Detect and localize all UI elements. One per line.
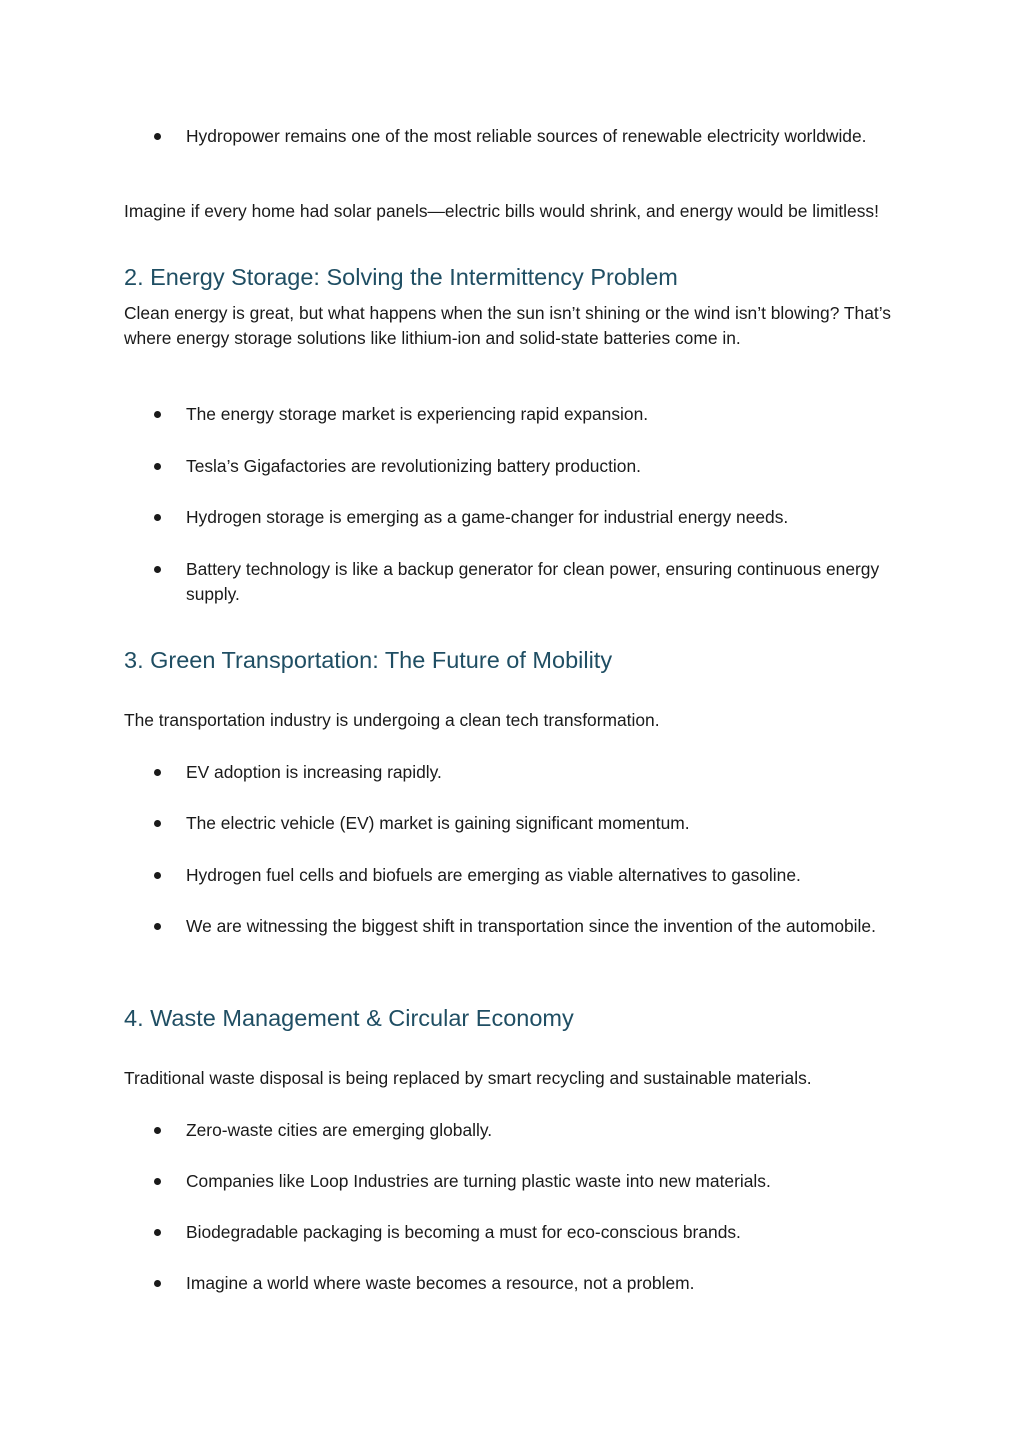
- section-heading: 4. Waste Management & Circular Economy: [124, 1005, 574, 1031]
- section-heading: 3. Green Transportation: The Future of Mobility: [124, 647, 613, 673]
- list-item-text: Biodegradable packaging is becoming a must for eco-conscious brands.: [186, 1222, 741, 1242]
- bullet-icon: [154, 1280, 161, 1287]
- bullet-icon: [154, 1229, 161, 1236]
- bullet-icon: [154, 463, 161, 470]
- section-intro-paragraph: Clean energy is great, but what happens when the sun isn’t shining or the wind isn’t blowing? That’s where energy storage solutions like lithium-ion and solid-state batteries come in.: [124, 303, 891, 348]
- section-heading: 2. Energy Storage: Solving the Intermittency Problem: [124, 264, 678, 290]
- list-item-text: Battery technology is like a backup generator for clean power, ensuring continuous energy supply.: [186, 559, 880, 604]
- intro-closing-paragraph: Imagine if every home had solar panels—electric bills would shrink, and energy would be limitless!: [124, 201, 879, 221]
- bullet-icon: [154, 1178, 161, 1185]
- list-item-text: EV adoption is increasing rapidly.: [186, 762, 442, 782]
- list-item-text: Hydropower remains one of the most reliable sources of renewable electricity worldwide.: [186, 126, 867, 146]
- bullet-icon: [154, 820, 161, 827]
- list-item-text: Tesla’s Gigafactories are revolutionizing battery production.: [186, 456, 641, 476]
- list-item-text: Hydrogen storage is emerging as a game-changer for industrial energy needs.: [186, 507, 789, 527]
- bullet-icon: [154, 769, 161, 776]
- bullet-icon: [154, 923, 161, 930]
- list-item-text: The energy storage market is experiencing rapid expansion.: [186, 404, 649, 424]
- list-item-text: We are witnessing the biggest shift in transportation since the invention of the automobile.: [186, 916, 876, 936]
- bullet-icon: [154, 1127, 161, 1134]
- list-item-text: Zero-waste cities are emerging globally.: [186, 1120, 493, 1140]
- bullet-icon: [154, 133, 161, 140]
- list-item-text: Companies like Loop Industries are turning plastic waste into new materials.: [186, 1171, 771, 1191]
- bullet-icon: [154, 514, 161, 521]
- list-item-text: Hydrogen fuel cells and biofuels are emerging as viable alternatives to gasoline.: [186, 865, 801, 885]
- bullet-icon: [154, 411, 161, 418]
- bullet-icon: [154, 872, 161, 879]
- bullet-icon: [154, 566, 161, 573]
- section-intro-paragraph: The transportation industry is undergoing a clean tech transformation.: [124, 710, 660, 730]
- list-item-text: The electric vehicle (EV) market is gaining significant momentum.: [186, 813, 690, 833]
- list-item-text: Imagine a world where waste becomes a resource, not a problem.: [186, 1273, 695, 1293]
- section-intro-paragraph: Traditional waste disposal is being replaced by smart recycling and sustainable materials.: [124, 1068, 812, 1088]
